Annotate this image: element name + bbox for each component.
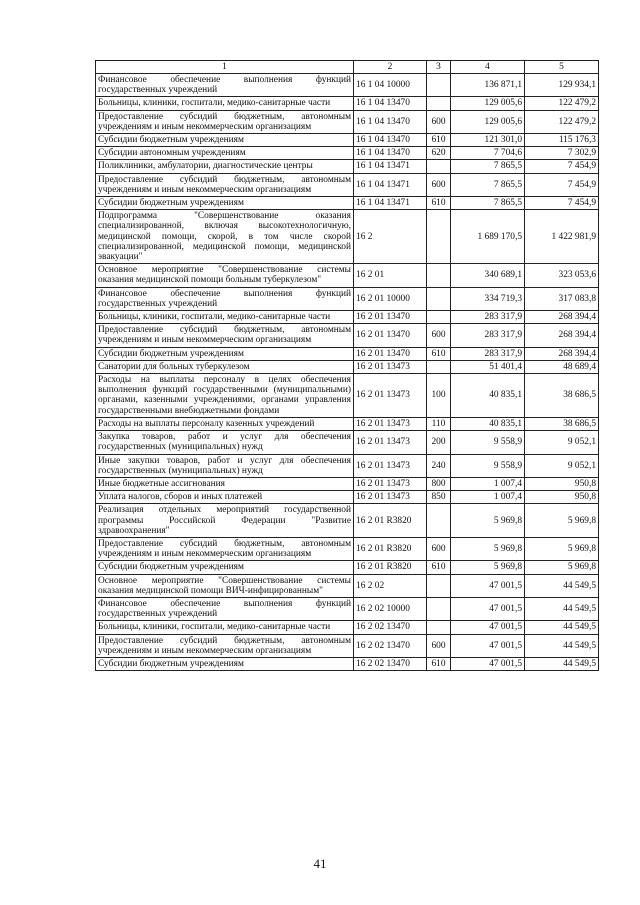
row-amount-col5-cell: 5 969,8 (525, 561, 599, 574)
table-row (96, 264, 599, 287)
row-name-cell: Реализация отдельных мероприятий государственной программы Российской Федерации "Развитие здравоохранения" (96, 504, 354, 538)
row-amount-col5-cell: 122 479,2 (525, 110, 599, 133)
row-code-cell: 16 2 01 13470 (354, 311, 427, 324)
row-code-cell: 16 2 01 10000 (354, 287, 427, 310)
row-name-cell: Больницы, клиники, госпитали, медико-санитарные части (96, 311, 354, 324)
row-code-cell: 16 1 04 13471 (354, 173, 427, 196)
row-amount-col5-cell: 9 052,1 (525, 454, 599, 477)
table-row (96, 347, 599, 360)
row-amount-col5-cell: 950,8 (525, 491, 599, 504)
page-number: 41 (313, 856, 327, 871)
row-amount-col4-cell: 7 865,5 (451, 173, 525, 196)
row-amount-col4-cell: 1 007,4 (451, 477, 525, 490)
row-name-cell: Предоставление субсидий бюджетным, автономным учреждениям и иным некоммерческим организациям (96, 634, 354, 657)
row-amount-col5-cell: 5 969,8 (525, 537, 599, 560)
row-code-cell: 16 2 01 13473 (354, 374, 427, 418)
table-row (96, 210, 599, 264)
row-amount-col4-cell: 340 689,1 (451, 264, 525, 287)
row-amount-col4-cell: 7 865,5 (451, 160, 525, 173)
column-header: 4 (451, 61, 525, 74)
row-amount-col5-cell: 950,8 (525, 477, 599, 490)
row-amount-col5-cell: 122 479,2 (525, 97, 599, 110)
row-name-cell: Иные бюджетные ассигнования (96, 477, 354, 490)
row-amount-col5-cell: 7 302,9 (525, 147, 599, 160)
row-expense-type-cell: 620 (427, 147, 451, 160)
row-amount-col5-cell: 268 394,4 (525, 347, 599, 360)
table-row (96, 97, 599, 110)
row-code-cell: 16 2 02 10000 (354, 597, 427, 620)
row-name-cell: Субсидии бюджетным учреждениям (96, 561, 354, 574)
column-number-row (96, 61, 599, 74)
row-name-cell: Предоставление субсидий бюджетным, автономным учреждениям и иным некоммерческим организациям (96, 324, 354, 347)
row-amount-col5-cell: 44 549,5 (525, 597, 599, 620)
row-amount-col4-cell: 121 301,0 (451, 134, 525, 147)
table-row (96, 110, 599, 133)
row-amount-col4-cell: 5 969,8 (451, 537, 525, 560)
table-row (96, 417, 599, 430)
row-expense-type-cell: 600 (427, 537, 451, 560)
row-name-cell: Уплата налогов, сборов и иных платежей (96, 491, 354, 504)
row-code-cell: 16 2 02 13470 (354, 621, 427, 634)
row-name-cell: Расходы на выплаты персоналу казенных учреждений (96, 417, 354, 430)
row-amount-col5-cell: 7 454,9 (525, 197, 599, 210)
table-row (96, 324, 599, 347)
table-row (96, 537, 599, 560)
row-name-cell: Санатории для больных туберкулезом (96, 360, 354, 373)
row-amount-col4-cell: 9 558,9 (451, 454, 525, 477)
row-amount-col5-cell: 44 549,5 (525, 621, 599, 634)
row-name-cell: Финансовое обеспечение выполнения функций государственных учреждений (96, 287, 354, 310)
table-row (96, 454, 599, 477)
table-row (96, 561, 599, 574)
row-code-cell: 16 2 02 13470 (354, 634, 427, 657)
row-code-cell: 16 2 01 (354, 264, 427, 287)
row-expense-type-cell: 110 (427, 417, 451, 430)
row-expense-type-cell: 610 (427, 197, 451, 210)
table-row (96, 173, 599, 196)
row-name-cell: Поликлиники, амбулатории, диагностические центры (96, 160, 354, 173)
row-code-cell: 16 1 04 13470 (354, 110, 427, 133)
row-expense-type-cell (427, 210, 451, 264)
row-name-cell: Расходы на выплаты персоналу в целях обеспечения выполнения функций государственными (муниципальными) органами, казенными учреждениями, органами управления государственными внебюджетными фондами (96, 374, 354, 418)
table-row (96, 574, 599, 597)
row-amount-col4-cell: 40 835,1 (451, 417, 525, 430)
column-header: 3 (427, 61, 451, 74)
row-name-cell: Подпрограмма "Совершенствование оказания специализированной, включая высокотехнологичную, медицинской помощи, скорой, в том числе скорой специализированной, медицинской помощи, медицинской эвакуации" (96, 210, 354, 264)
row-expense-type-cell: 240 (427, 454, 451, 477)
row-code-cell: 16 2 01 13473 (354, 491, 427, 504)
row-name-cell: Иные закупки товаров, работ и услуг для обеспечения государственных (муниципальных) нужд (96, 454, 354, 477)
row-expense-type-cell (427, 621, 451, 634)
row-name-cell: Финансовое обеспечение выполнения функций государственных учреждений (96, 597, 354, 620)
row-amount-col5-cell: 129 934,1 (525, 74, 599, 97)
table-row (96, 74, 599, 97)
row-amount-col4-cell: 40 835,1 (451, 374, 525, 418)
row-name-cell: Больницы, клиники, госпитали, медико-санитарные части (96, 621, 354, 634)
row-expense-type-cell: 600 (427, 634, 451, 657)
row-amount-col5-cell: 44 549,5 (525, 574, 599, 597)
row-expense-type-cell: 610 (427, 134, 451, 147)
row-expense-type-cell: 610 (427, 347, 451, 360)
row-name-cell: Основное мероприятие "Совершенствование системы оказания медицинской помощи ВИЧ-инфицированным" (96, 574, 354, 597)
row-amount-col5-cell: 38 686,5 (525, 374, 599, 418)
row-code-cell: 16 2 01 R3820 (354, 504, 427, 538)
row-amount-col4-cell: 9 558,9 (451, 431, 525, 454)
row-code-cell: 16 2 02 (354, 574, 427, 597)
row-amount-col4-cell: 283 317,9 (451, 347, 525, 360)
row-amount-col4-cell: 136 871,1 (451, 74, 525, 97)
row-expense-type-cell: 610 (427, 657, 451, 670)
row-code-cell: 16 1 04 13470 (354, 97, 427, 110)
row-expense-type-cell: 600 (427, 173, 451, 196)
row-amount-col4-cell: 129 005,6 (451, 110, 525, 133)
table-row (96, 634, 599, 657)
row-amount-col4-cell: 283 317,9 (451, 324, 525, 347)
row-expense-type-cell (427, 597, 451, 620)
row-code-cell: 16 2 01 R3820 (354, 537, 427, 560)
row-amount-col5-cell: 44 549,5 (525, 634, 599, 657)
table-row (96, 360, 599, 373)
row-name-cell: Больницы, клиники, госпитали, медико-санитарные части (96, 97, 354, 110)
row-code-cell: 16 1 04 13471 (354, 160, 427, 173)
row-amount-col4-cell: 334 719,3 (451, 287, 525, 310)
row-amount-col4-cell: 129 005,6 (451, 97, 525, 110)
row-name-cell: Предоставление субсидий бюджетным, автономным учреждениям и иным некоммерческим организациям (96, 110, 354, 133)
row-code-cell: 16 2 01 13473 (354, 431, 427, 454)
row-name-cell: Субсидии бюджетным учреждениям (96, 134, 354, 147)
row-amount-col5-cell: 48 689,4 (525, 360, 599, 373)
row-code-cell: 16 1 04 13471 (354, 197, 427, 210)
row-amount-col5-cell: 7 454,9 (525, 160, 599, 173)
row-expense-type-cell (427, 74, 451, 97)
row-amount-col5-cell: 115 176,3 (525, 134, 599, 147)
row-expense-type-cell (427, 504, 451, 538)
table-row (96, 374, 599, 418)
table-row (96, 160, 599, 173)
row-amount-col5-cell: 268 394,4 (525, 324, 599, 347)
row-name-cell: Основное мероприятие "Совершенствование системы оказания медицинской помощи больным туберкулезом" (96, 264, 354, 287)
row-expense-type-cell (427, 160, 451, 173)
row-amount-col4-cell: 51 401,4 (451, 360, 525, 373)
row-amount-col4-cell: 47 001,5 (451, 621, 525, 634)
row-name-cell: Субсидии автономным учреждениям (96, 147, 354, 160)
column-header: 1 (96, 61, 354, 74)
row-amount-col4-cell: 283 317,9 (451, 311, 525, 324)
row-name-cell: Предоставление субсидий бюджетным, автономным учреждениям и иным некоммерческим организациям (96, 173, 354, 196)
table-row (96, 134, 599, 147)
row-amount-col4-cell: 5 969,8 (451, 561, 525, 574)
row-amount-col4-cell: 1 007,4 (451, 491, 525, 504)
row-amount-col4-cell: 1 689 170,5 (451, 210, 525, 264)
row-code-cell: 16 2 (354, 210, 427, 264)
row-expense-type-cell: 610 (427, 561, 451, 574)
row-expense-type-cell: 600 (427, 110, 451, 133)
table-row (96, 287, 599, 310)
row-expense-type-cell (427, 574, 451, 597)
row-amount-col4-cell: 47 001,5 (451, 657, 525, 670)
table-row (96, 657, 599, 670)
row-name-cell: Закупка товаров, работ и услуг для обеспечения государственных (муниципальных) нужд (96, 431, 354, 454)
row-amount-col5-cell: 1 422 981,9 (525, 210, 599, 264)
row-code-cell: 16 1 04 13470 (354, 134, 427, 147)
row-amount-col4-cell: 47 001,5 (451, 597, 525, 620)
table-row (96, 311, 599, 324)
row-amount-col5-cell: 5 969,8 (525, 504, 599, 538)
row-expense-type-cell (427, 264, 451, 287)
row-amount-col5-cell: 9 052,1 (525, 431, 599, 454)
row-code-cell: 16 2 01 13470 (354, 347, 427, 360)
row-amount-col4-cell: 47 001,5 (451, 574, 525, 597)
row-expense-type-cell (427, 360, 451, 373)
row-expense-type-cell: 200 (427, 431, 451, 454)
row-amount-col4-cell: 7 865,5 (451, 197, 525, 210)
row-name-cell: Субсидии бюджетным учреждениям (96, 657, 354, 670)
table-row (96, 477, 599, 490)
table-row (96, 597, 599, 620)
row-code-cell: 16 2 01 13473 (354, 454, 427, 477)
row-expense-type-cell (427, 287, 451, 310)
column-header: 2 (354, 61, 427, 74)
row-amount-col4-cell: 7 704,6 (451, 147, 525, 160)
table-row (96, 197, 599, 210)
row-expense-type-cell: 800 (427, 477, 451, 490)
row-code-cell: 16 2 01 13473 (354, 417, 427, 430)
row-name-cell: Финансовое обеспечение выполнения функций государственных учреждений (96, 74, 354, 97)
row-expense-type-cell: 100 (427, 374, 451, 418)
row-amount-col5-cell: 323 053,6 (525, 264, 599, 287)
row-expense-type-cell (427, 97, 451, 110)
table-body (96, 74, 599, 671)
row-code-cell: 16 2 01 13473 (354, 360, 427, 373)
row-name-cell: Предоставление субсидий бюджетным, автономным учреждениям и иным некоммерческим организациям (96, 537, 354, 560)
row-name-cell: Субсидии бюджетным учреждениям (96, 347, 354, 360)
row-expense-type-cell (427, 311, 451, 324)
row-code-cell: 16 1 04 13470 (354, 147, 427, 160)
row-amount-col4-cell: 5 969,8 (451, 504, 525, 538)
table-row (96, 621, 599, 634)
row-amount-col5-cell: 317 083,8 (525, 287, 599, 310)
table-row (96, 504, 599, 538)
row-amount-col5-cell: 44 549,5 (525, 657, 599, 670)
budget-table (95, 60, 599, 671)
row-amount-col5-cell: 38 686,5 (525, 417, 599, 430)
row-amount-col5-cell: 268 394,4 (525, 311, 599, 324)
row-code-cell: 16 1 04 10000 (354, 74, 427, 97)
row-code-cell: 16 2 01 13473 (354, 477, 427, 490)
table-row (96, 431, 599, 454)
row-expense-type-cell: 600 (427, 324, 451, 347)
row-amount-col4-cell: 47 001,5 (451, 634, 525, 657)
row-code-cell: 16 2 01 13470 (354, 324, 427, 347)
row-code-cell: 16 2 01 R3820 (354, 561, 427, 574)
column-header: 5 (525, 61, 599, 74)
table-row (96, 491, 599, 504)
row-amount-col5-cell: 7 454,9 (525, 173, 599, 196)
table-row (96, 147, 599, 160)
row-name-cell: Субсидии бюджетным учреждениям (96, 197, 354, 210)
row-code-cell: 16 2 02 13470 (354, 657, 427, 670)
row-expense-type-cell: 850 (427, 491, 451, 504)
